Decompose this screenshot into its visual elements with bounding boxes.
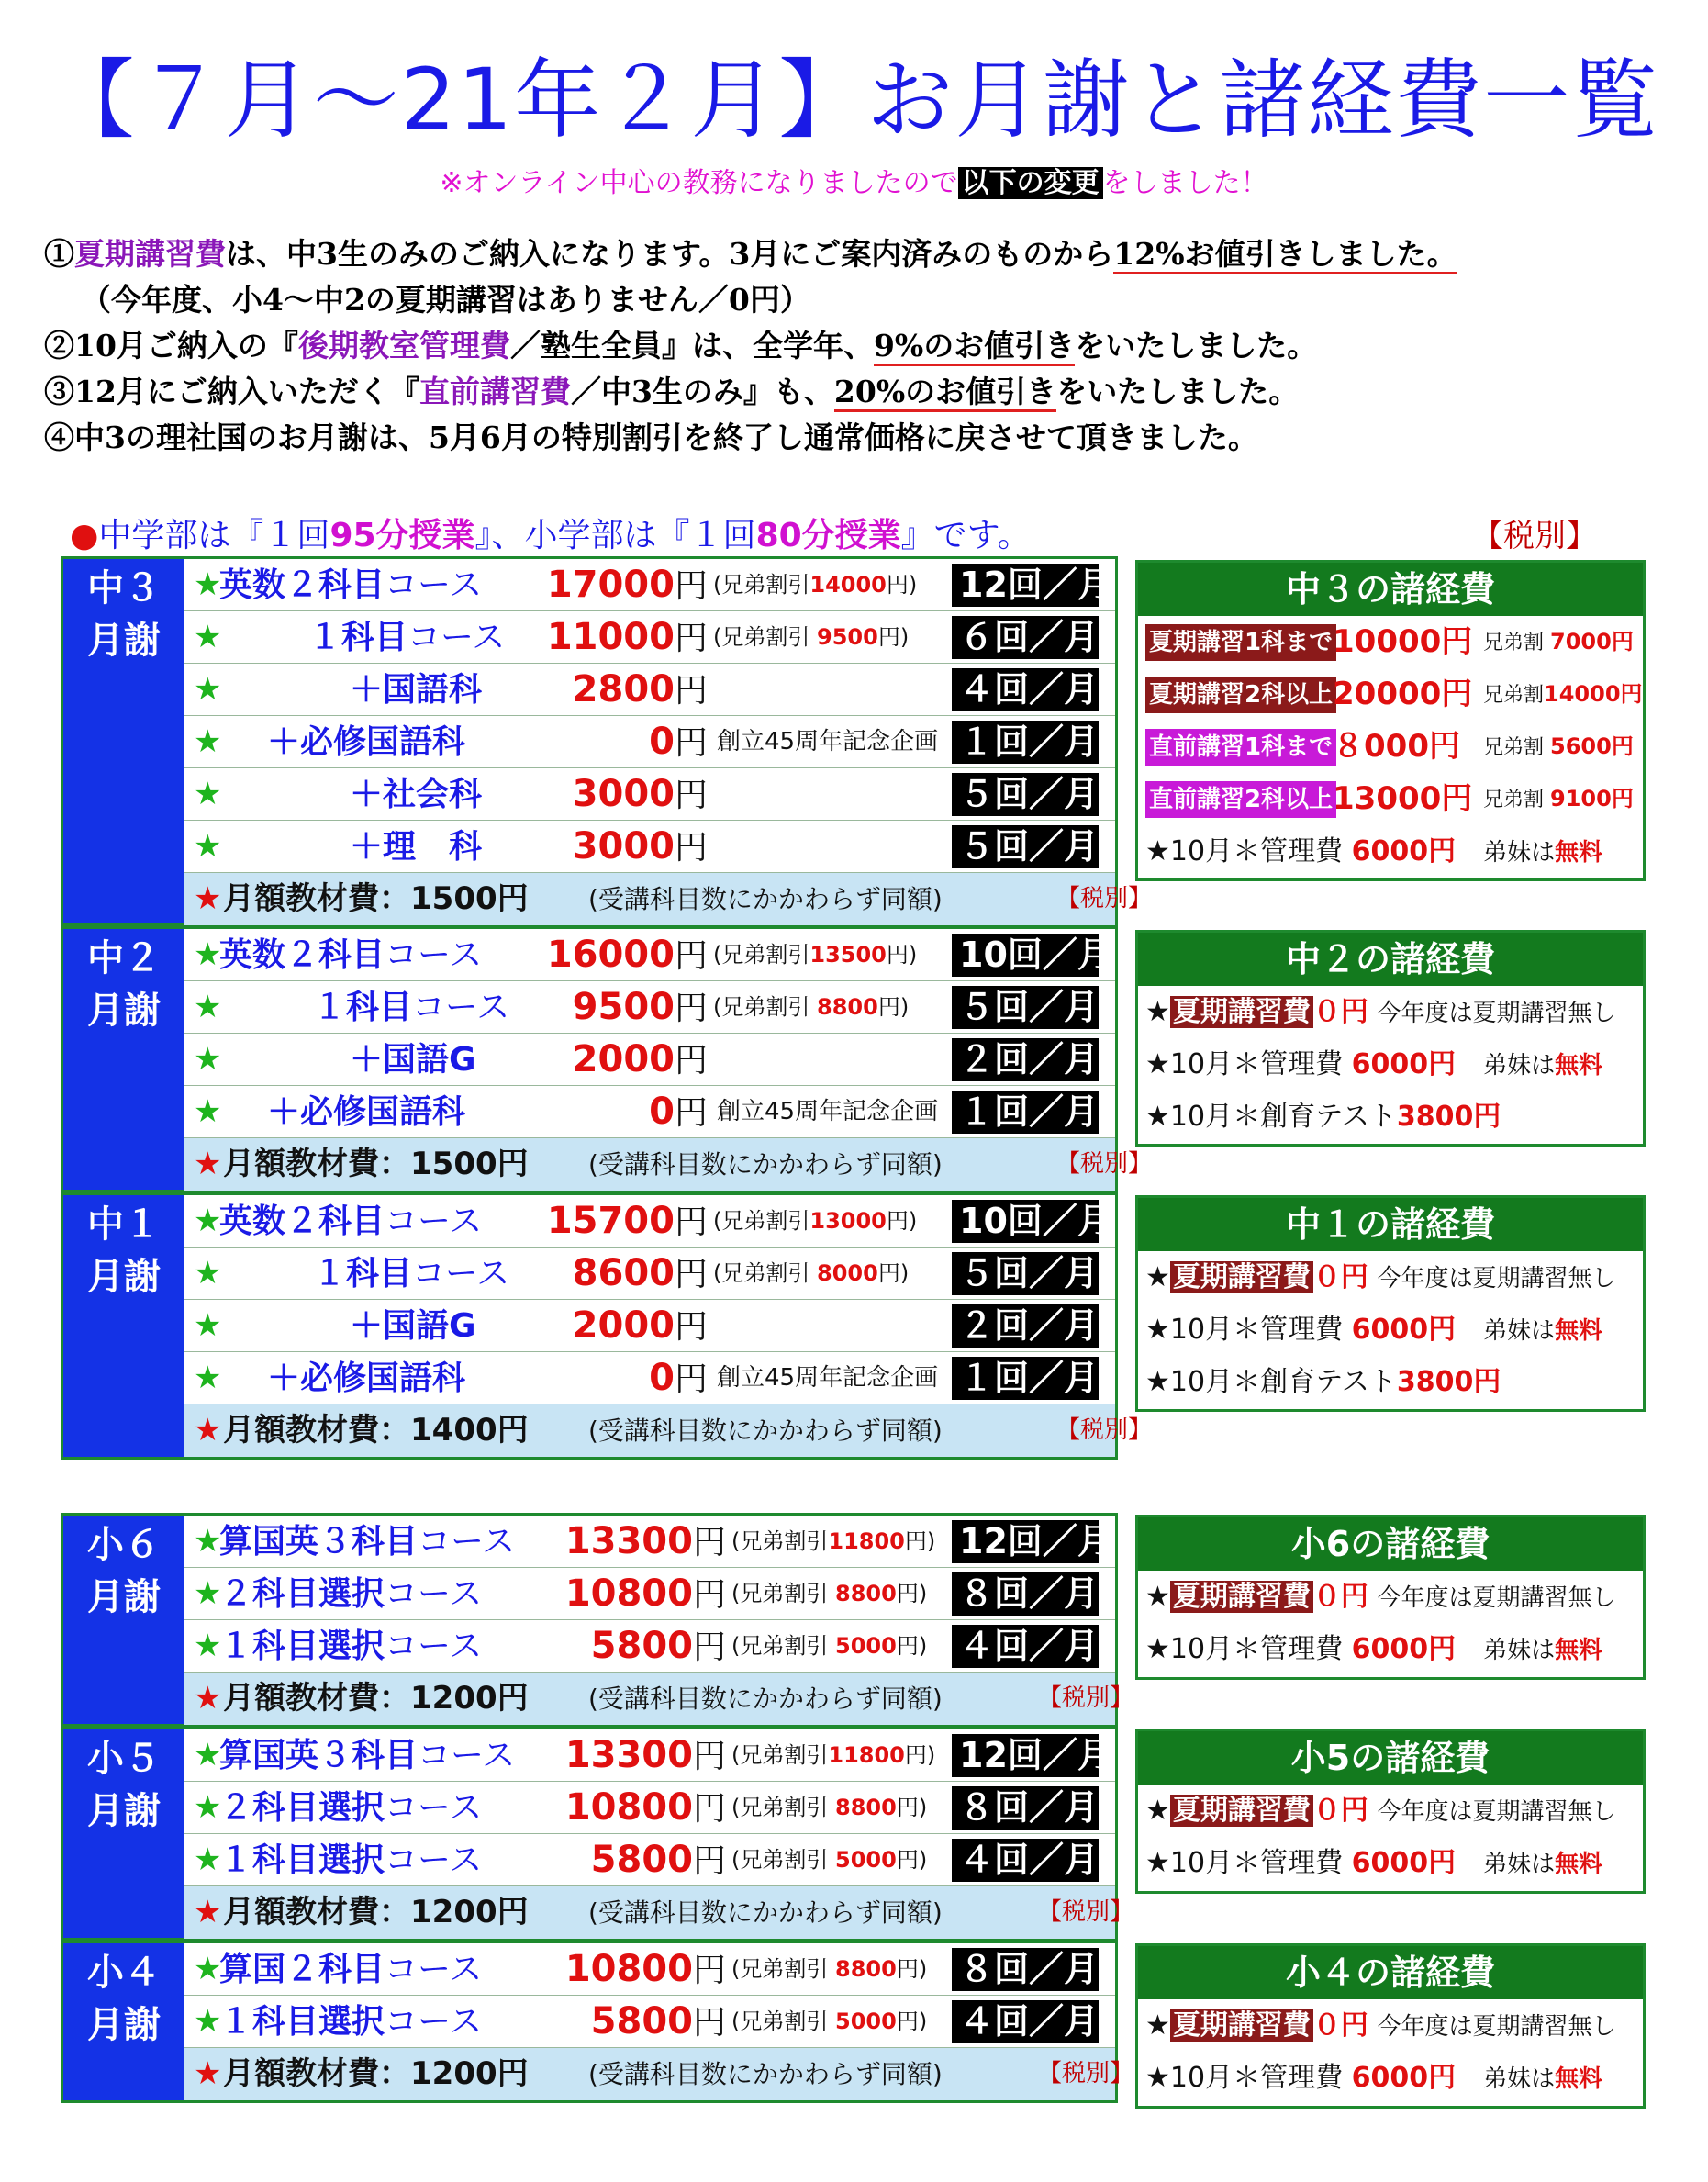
chu3-block (61, 556, 1153, 926)
table-row: ★ １科目選択コース 5800円 (兄弟割引 5000円) ４回／月 (184, 1834, 1115, 1886)
table-row: ★ ＋社会科 3000円 ５回／月 (184, 768, 1115, 821)
sho6-bar: 小６ 月謝 (63, 1516, 184, 1724)
table-row: ★ １科目コース 11000円 (兄弟割引 9500円) ６回／月 (184, 611, 1115, 664)
table-row: ★ 算国２科目コース 10800円 (兄弟割引 8800円) ８回／月 (184, 1943, 1115, 1996)
table-row: ★ ＋必修国語科 0円 創立45周年記念企画 １回／月 (184, 1086, 1115, 1138)
sho6-block (61, 1513, 1134, 1727)
sho5-block (61, 1727, 1134, 1941)
chu2-bar: 中２ 月謝 (63, 929, 184, 1190)
fee-row: ★ 月額教材費：1500円 (受講科目数にかかわらず同額) 【税別】 (184, 873, 1115, 925)
fee-row: ★ 月額教材費：1200円 (受講科目数にかかわらず同額) 【税別】 (184, 1673, 1115, 1725)
chu1-bar: 中１ 月謝 (63, 1195, 184, 1457)
note-3: ③12月にご納入いただく『直前講習費／中3生のみ』も、20%のお値引きをいたしました。 (44, 369, 1687, 415)
table-row: ★ 算国英３科目コース 13300円 (兄弟割引11800円) 12回／月 (184, 1729, 1115, 1782)
chu1-block (61, 1192, 1153, 1460)
chu3-expenses: 中３の諸経費 夏期講習1科まで 10000円 兄弟割 7000円 夏期講習2科以上 20000円 兄弟割14000円 直前講習1科まで ８000円 兄弟割 5600円 直前講習2科以上 13000円 兄弟割 9100円 ★10月＊管理費 6000円 弟妹は無料 (1135, 560, 1646, 881)
note-1-sub: （今年度、小4～中2の夏期講習はありません／0円） (81, 282, 810, 318)
sho4-expenses-title: 小４の諸経費 (1138, 1946, 1643, 1999)
table-row: ★ ＋国語G 2000円 ２回／月 (184, 1300, 1115, 1352)
table-row: ★ 英数２科目コース 17000円 (兄弟割引14000円) 12回／月 (184, 559, 1115, 611)
sho4-block (61, 1941, 1134, 2103)
chu2-expenses-title: 中２の諸経費 (1138, 933, 1643, 986)
table-row: ★ ２科目選択コース 10800円 (兄弟割引 8800円) ８回／月 (184, 1782, 1115, 1834)
sho5-expenses: 小5の諸経費 ★ 夏期講習費 ０円 今年度は夏期講習無し ★10月＊管理費 6000円 弟妹は無料 (1135, 1729, 1646, 1894)
sho4-bar: 小４ 月謝 (63, 1943, 184, 2100)
chu3-bar: 中３ 月謝 (63, 559, 184, 923)
chu1-expenses: 中１の諸経費 ★ 夏期講習費 ０円 今年度は夏期講習無し ★10月＊管理費 6000円 弟妹は無料 ★10月＊創育テスト3800円 (1135, 1195, 1646, 1412)
note-2: ②10月ご納入の『後期教室管理費／塾生全員』は、全学年、9%のお値引きをいたしました。 (44, 323, 1687, 369)
sho6-expenses-title: 小6の諸経費 (1138, 1517, 1643, 1571)
table-row: ★ ＋必修国語科 0円 創立45周年記念企画 １回／月 (184, 1352, 1115, 1404)
tax-tag: 【税別】 (1472, 518, 1597, 554)
sho6-expenses: 小6の諸経費 ★ 夏期講習費 ０円 今年度は夏期講習無し ★10月＊管理費 6000円 弟妹は無料 (1135, 1515, 1646, 1680)
table-row: ★ 算国英３科目コース 13300円 (兄弟割引11800円) 12回／月 (184, 1516, 1115, 1568)
chu1-expenses-title: 中１の諸経費 (1138, 1198, 1643, 1251)
notes (44, 231, 1687, 461)
chu2-block (61, 926, 1153, 1192)
table-row: ★ １科目コース 9500円 (兄弟割引 8800円) ５回／月 (184, 981, 1115, 1034)
table-row: ★ ＋必修国語科 0円 創立45周年記念企画 １回／月 (184, 716, 1115, 768)
table-row: ★ ２科目選択コース 10800円 (兄弟割引 8800円) ８回／月 (184, 1568, 1115, 1620)
sho5-expenses-title: 小5の諸経費 (1138, 1731, 1643, 1785)
table-row: ★ 英数２科目コース 16000円 (兄弟割引13500円) 10回／月 (184, 929, 1115, 981)
table-row: ★ １科目選択コース 5800円 (兄弟割引 5000円) ４回／月 (184, 1620, 1115, 1673)
table-row: ★ １科目コース 8600円 (兄弟割引 8000円) ５回／月 (184, 1248, 1115, 1300)
fee-row: ★ 月額教材費：1200円 (受講科目数にかかわらず同額) 【税別】 (184, 1886, 1115, 1939)
chu2-expenses: 中２の諸経費 ★ 夏期講習費 ０円 今年度は夏期講習無し ★10月＊管理費 6000円 弟妹は無料 ★10月＊創育テスト3800円 (1135, 930, 1646, 1147)
table-row: ★ １科目選択コース 5800円 (兄弟割引 5000円) ４回／月 (184, 1996, 1115, 2048)
sho4-expenses: 小４の諸経費 ★ 夏期講習費 ０円 今年度は夏期講習無し ★10月＊管理費 6000円 弟妹は無料 (1135, 1943, 1646, 2109)
page-title: 【７月～21年２月】お月謝と諸経費一覧 (48, 50, 1660, 151)
lesson-length-note: ●中学部は『１回95分授業』、小学部は『１回80分授業』です。 (70, 517, 1031, 554)
note-1: ①夏期講習費は、中3生のみのご納入になります。3月にご案内済みのものから12%お値引きしました。 (44, 231, 1687, 277)
fee-row: ★ 月額教材費：1200円 (受講科目数にかかわらず同額) 【税別】 (184, 2048, 1115, 2100)
note-4: ④中3の理社国のお月謝は、5月6月の特別割引を終了し通常価格に戻させて頂きました。 (44, 420, 1258, 455)
table-row: ★ ＋理 科 3000円 ５回／月 (184, 821, 1115, 873)
fee-row: ★ 月額教材費：1400円 (受講科目数にかかわらず同額) 【税別】 (184, 1404, 1115, 1457)
chu3-expenses-title: 中３の諸経費 (1138, 563, 1643, 616)
table-row: ★ 英数２科目コース 15700円 (兄弟割引13000円) 10回／月 (184, 1195, 1115, 1248)
fee-row: ★ 月額教材費：1500円 (受講科目数にかかわらず同額) 【税別】 (184, 1138, 1115, 1191)
subtitle: ※オンライン中心の教務になりましたので 以下の変更 をしました！ (440, 167, 1268, 199)
sho5-bar: 小５ 月謝 (63, 1729, 184, 1938)
table-row: ★ ＋国語科 2800円 ４回／月 (184, 664, 1115, 716)
table-row: ★ ＋国語G 2000円 ２回／月 (184, 1034, 1115, 1086)
